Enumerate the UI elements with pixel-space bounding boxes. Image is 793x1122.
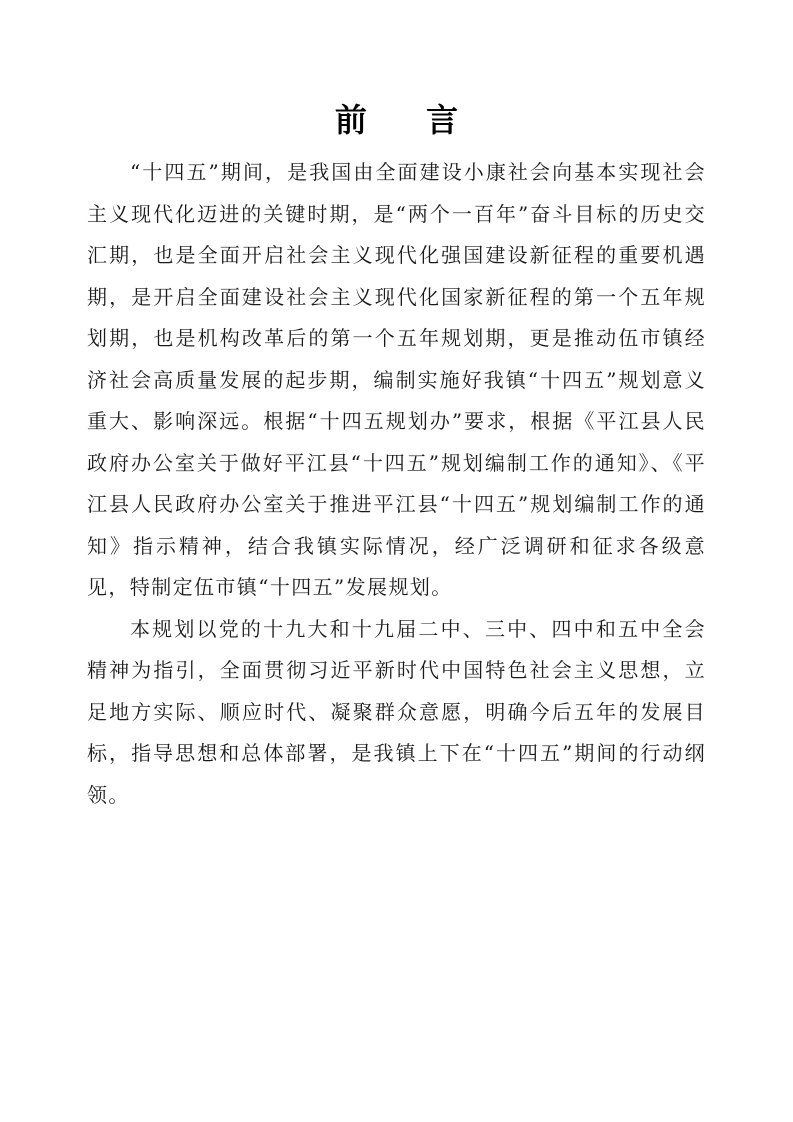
document-body xyxy=(87,152,706,816)
paragraph-2: 本规划以党的十九大和十九届二中、三中、四中和五中全会精神为指引，全面贯彻习近平新时代中国特色社会主义思想，立足地方实际、顺应时代、凝聚群众意愿，明确今后五年的发展目标，指导思想和总体部署，是我镇上下在“十四五”期间的行动纲领。 xyxy=(87,616,706,807)
paragraph-1: “十四五”期间，是我国由全面建设小康社会向基本实现社会主义现代化迈进的关键时期，是“两个一百年”奋斗目标的历史交汇期，也是全面开启社会主义现代化强国建设新征程的重要机遇期，是开启全面建设社会主义现代化国家新征程的第一个五年规划期，也是机构改革后的第一个五年规划期，更是推动伍市镇经济社会高质量发展的起步期，编制实施好我镇“十四五”规划意义重大、影响深远。根据“十四五规划办”要求，根据《平江县人民政府办公室关于做好平江县“十四五”规划编制工作的通知》、《平江县人民政府办公室关于推进平江县“十四五”规划编制工作的通知》指示精神，结合我镇实际情况，经广泛调研和征求各级意见，特制定伍市镇“十四五”发展规划。 xyxy=(87,160,706,599)
page-title: 前 言 xyxy=(334,101,483,139)
